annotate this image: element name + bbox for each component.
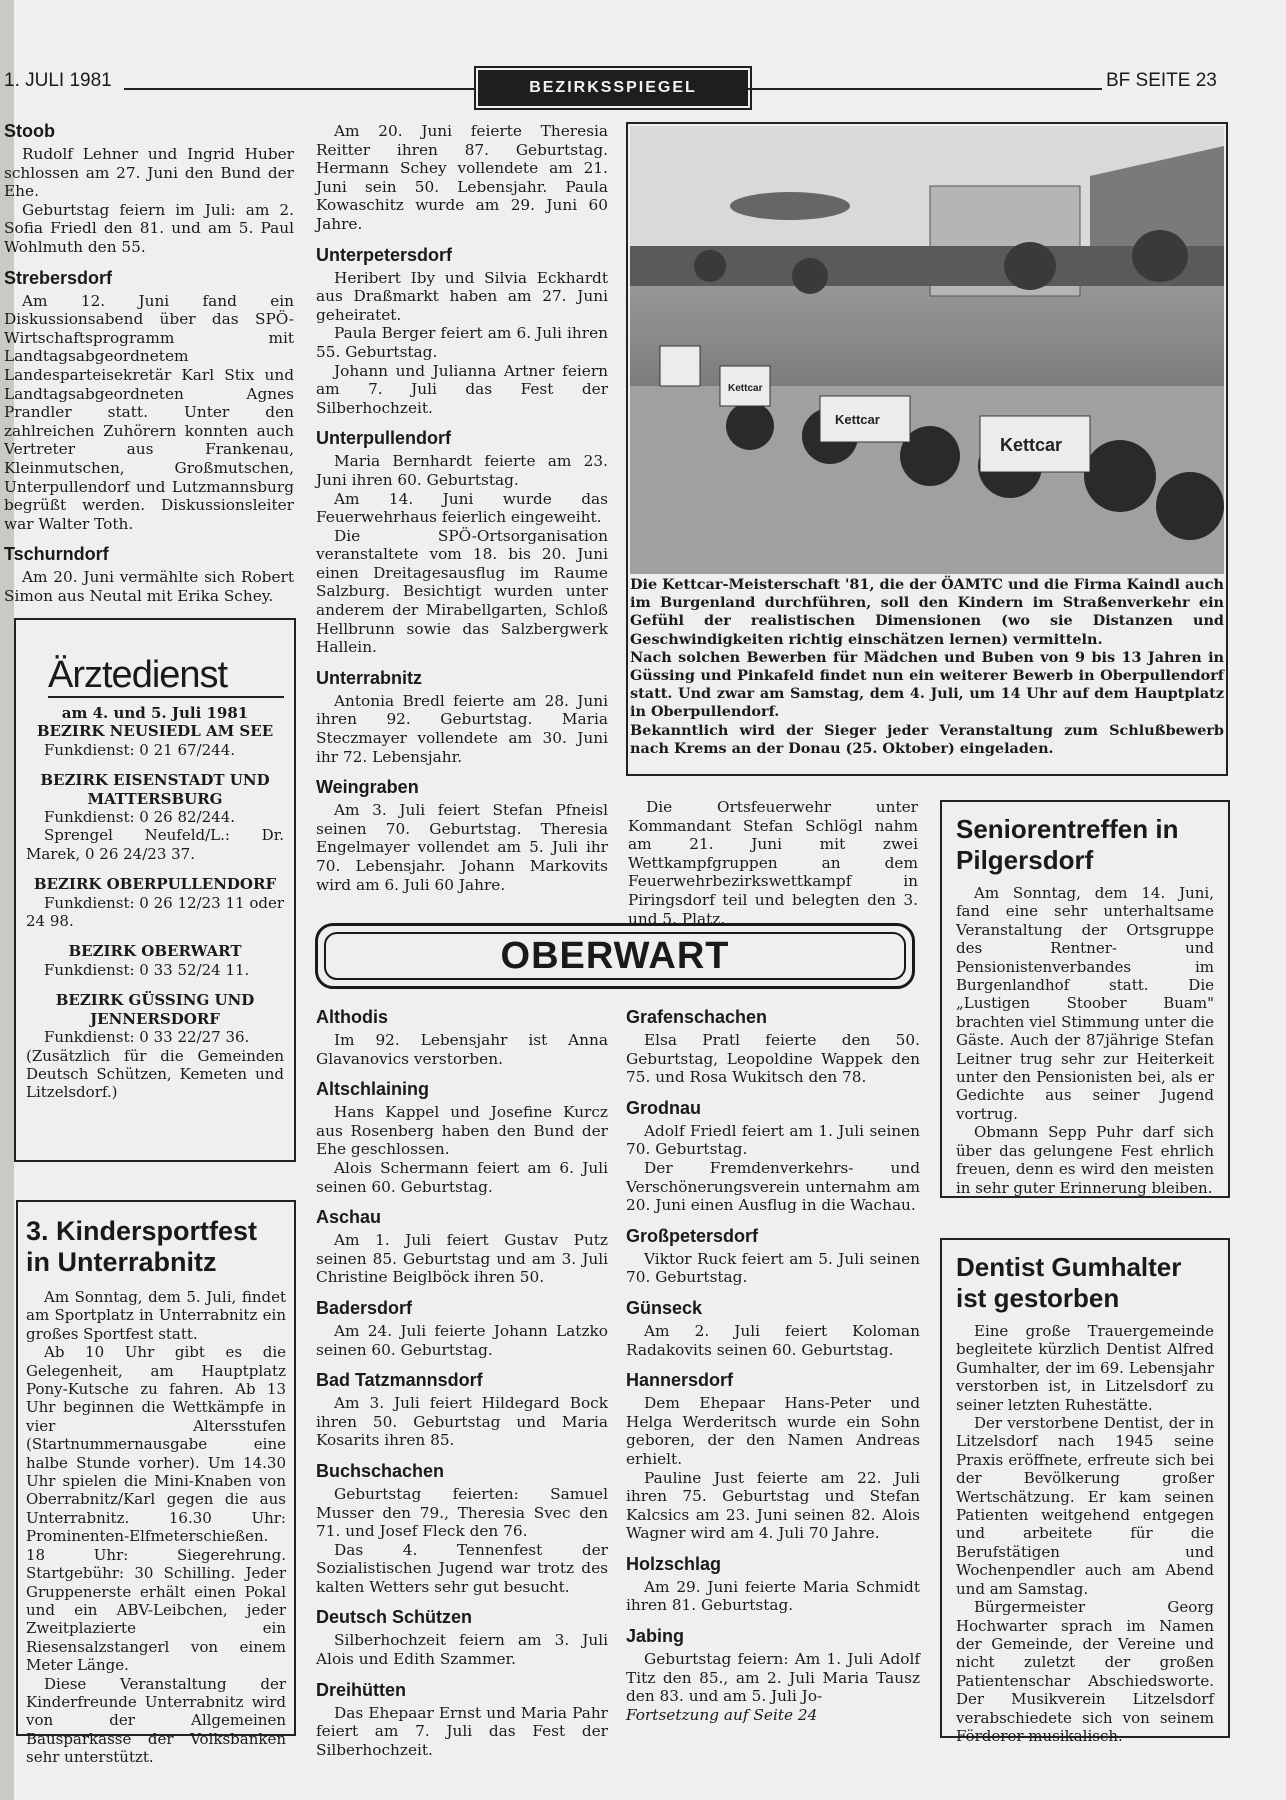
paragraph: Der verstorbene Dentist, der in Litzelsdorf nach 1945 seine Praxis eröffnete, erfreute sich bei der Bevölkerung großer Wertschätzung. Er kam seinen Patienten weitgehend entgegen und arbeitete für die Berufstätigen und Wochenpendler auch am Abend und am Samstag.: [956, 1414, 1214, 1598]
duty-phone: Funkdienst: 0 33 22/27 36.: [44, 1028, 250, 1047]
paragraph: Am 24. Juli feierte Johann Latzko seinen 60. Geburtstag.: [316, 1321, 608, 1359]
heading-buchschachen: Buchschachen: [316, 1460, 445, 1481]
paragraph: Pauline Just feierte am 22. Juli ihren 75. Geburtstag und Stefan Kalcsics am 23. Juni seinen 82. Alois Wagner wird am 4. Juli 70 Jahre.: [626, 1468, 920, 1543]
paragraph: Dem Ehepaar Hans-Peter und Helga Werderitsch wurde ein Sohn geboren, der den Namen Andreas erhielt.: [626, 1394, 920, 1468]
kindersportfest-box: [16, 1200, 296, 1767]
paragraph: Am 2. Juli feiert Koloman Radakovits seinen 60. Geburtstag.: [626, 1321, 920, 1359]
paragraph: Am 20. Juni feierte Theresia Reitter ihren 87. Geburtstag. Hermann Schey vollendete am 21. Juni sein 50. Lebensjahr. Paula Kowaschitz wurde am 29. Juni 60 Jahre.: [316, 122, 608, 233]
paragraph: Elsa Pratl feierte den 50. Geburtstag, Leopoldine Wappek den 75. und Rosa Wukitsch den 78.: [626, 1031, 920, 1087]
heading-dreihuetten: Dreihütten: [316, 1679, 406, 1700]
district-heading: BEZIRK GÜSSING UND JENNERSDORF: [55, 991, 255, 1028]
heading-grafenschachen: Grafenschachen: [626, 1007, 768, 1027]
header-rule-left: [124, 88, 476, 90]
aerztedienst-title: Ärztedienst: [48, 654, 284, 698]
paragraph: Heribert Iby und Silvia Eckhardt aus Draßmarkt haben am 27. Juni geheiratet.: [316, 268, 608, 324]
oberwart-banner-title: OBERWART: [324, 932, 906, 980]
continuation-note: Fortsetzung auf Seite 24: [626, 1705, 818, 1724]
paragraph: Paula Berger feiert am 6. Juli ihren 55. Geburtstag.: [316, 324, 608, 361]
paragraph: Geburtstag feiern: Am 1. Juli Adolf Titz den 85., am 2. Juli Maria Tausz den 83. und am 5. Juli Jo-: [626, 1650, 920, 1706]
duty-phone: Sprengel Neufeld/L.: Dr. Marek, 0 26 24/23 37.: [26, 826, 284, 863]
heading-unterpetersdorf: Unterpetersdorf: [316, 244, 453, 265]
heading-aschau: Aschau: [316, 1207, 382, 1228]
heading-holzschlag: Holzschlag: [626, 1553, 722, 1574]
umbrella: [730, 192, 850, 220]
kindersportfest-text: [26, 1288, 286, 1767]
aerztedienst-box: [14, 618, 296, 1162]
heading-unterpullendorf: Unterpullendorf: [316, 428, 451, 449]
paragraph: Das 4. Tennenfest der Sozialistischen Jugend war trotz des kalten Wetters sehr gut besucht.: [316, 1540, 608, 1596]
heading-grodnau: Grodnau: [626, 1097, 701, 1118]
heading-bad-tatzmannsdorf: Bad Tatzmannsdorf: [316, 1370, 483, 1391]
paragraph: Am 29. Juni feierte Maria Schmidt ihren 81. Geburtstag.: [626, 1577, 920, 1615]
paragraph: Am Sonntag, dem 14. Juni, fand eine sehr unterhaltsame Veranstaltung der Ortsgruppe des Rentner- und Pensionistenverbandes im Burgenlandhof statt. Die „Lustigen Stoober Buam" brachten viel Stimmung unter die Gäste. Auch der 87jährige Stefan Leitner trug sehr zur Heiterkeit unter den Pensionisten bei, als er Gedichte aus seiner Jugend vortrug.: [956, 884, 1214, 1123]
district-heading: BEZIRK OBERPULLENDORF: [33, 875, 277, 894]
paragraph: Die SPÖ-Ortsorganisation veranstaltete vom 18. bis 20. Juni einen Dreitagesausflug im Raume Salzburg. Besichtigt wurden unter anderem der Mirabellgarten, Schloß Hellbrunn sowie das Salzbergwerk Hallein.: [316, 526, 608, 657]
dentist-box: [940, 1238, 1230, 1745]
paragraph: Im 92. Lebensjahr ist Anna Glavanovics verstorben.: [316, 1031, 608, 1068]
duty-phone: Funkdienst: 0 33 52/24 11.: [44, 960, 250, 979]
kettcar-photo: [630, 126, 1224, 574]
paragraph: Diese Veranstaltung der Kinderfreunde Unterrabnitz wird von der Allgemeinen Bausparkasse der Volksbanken sehr unterstützt.: [26, 1674, 286, 1767]
issue-date: 1. JULI 1981: [4, 70, 112, 91]
paragraph: Eine große Trauergemeinde begleitete kürzlich Dentist Alfred Gumhalter, der im 69. Lebensjahr verstorben ist, in Litzelsdorf zu seiner letzten Ruhestätte.: [956, 1322, 1214, 1414]
heading-tschurndorf: Tschurndorf: [4, 544, 109, 565]
paragraph: Der Fremdenverkehrs- und Verschönerungsverein unternahm am 20. Juni einen Ausflug in die Wachau.: [626, 1158, 920, 1215]
heading-altschlaining: Altschlaining: [316, 1079, 430, 1100]
paragraph: Adolf Friedl feiert am 1. Juli seinen 70. Geburtstag.: [626, 1121, 920, 1159]
photo-caption: [630, 576, 1224, 758]
heading-strebersdorf: Strebersdorf: [4, 267, 113, 288]
oberwart-banner: [315, 923, 915, 989]
paragraph: Antonia Bredl feierte am 28. Juni ihren 92. Geburtstag. Maria Steczmayer vollendete am 30. Juni ihr 72. Lebensjahr.: [316, 691, 608, 766]
duty-date: am 4. und 5. Juli 1981: [61, 704, 249, 722]
kart-sign-1: Kettcar: [835, 412, 880, 427]
heading-grosspetersdorf: Großpetersdorf: [626, 1225, 759, 1246]
heading-althodis: Althodis: [316, 1007, 388, 1027]
heading-guenseck: Günseck: [626, 1297, 703, 1318]
duty-phone: Funkdienst: 0 26 82/244.: [44, 808, 236, 827]
duty-phone: Funkdienst: 0 21 67/244.: [44, 740, 236, 759]
kart-sign-2: Kettcar: [1000, 435, 1063, 455]
caption-text: Die Kettcar-Meisterschaft '81, die der ÖAMTC und die Firma Kaindl auch im Burgenland durchführen, soll den Kindern im Straßenverkehr ein Gefühl der realistischen Dimensionen (wo sie Distanzen und Geschwindigkeiten richtig einschätzen lernen) vermitteln.: [630, 576, 1224, 648]
paragraph: Am 1. Juli feiert Gustav Putz seinen 85. Geburtstag und am 3. Juli Christine Beiglböck ihren 50.: [316, 1231, 608, 1287]
district-heading: BEZIRK EISENSTADT UND MATTERSBURG: [40, 771, 270, 808]
heading-stoob: Stoob: [4, 121, 55, 141]
section-title: BEZIRKSSPIEGEL: [478, 70, 748, 106]
column-left-top: [4, 120, 294, 605]
column-oberwart-right: [626, 1006, 920, 1724]
paragraph: Maria Bernhardt feierte am 23. Juni ihren 60. Geburtstag.: [316, 452, 608, 489]
seniorentreffen-title: Seniorentreffen in Pilgersdorf: [956, 814, 1179, 875]
caption-text: Nach solchen Bewerben für Mädchen und Buben von 9 bis 13 Jahren in Güssing und Pinkafeld findet nun ein weiterer Bewerb in Oberpullendorf statt. Und zwar am Samstag, dem 4. Juli, um 14 Uhr auf dem Hauptplatz in Oberpullendorf.: [630, 648, 1224, 721]
heading-weingraben: Weingraben: [316, 777, 419, 798]
paragraph: Silberhochzeit feiern am 3. Juli Alois und Edith Szammer.: [316, 1631, 608, 1669]
paragraph: Am 14. Juni wurde das Feuerwehrhaus feierlich eingeweiht.: [316, 489, 608, 527]
district-heading: BEZIRK NEUSIEDL AM SEE: [36, 722, 274, 741]
district-heading: BEZIRK OBERWART: [68, 942, 242, 961]
paragraph: Die Ortsfeuerwehr unter Kommandant Stefan Schlögl nahm am 21. Juni mit zwei Wettkampfgruppen an dem Feuerwehrbezirkswettkampf in Piringsdorf teil und belegten den 3. und 5. Platz.: [628, 798, 918, 928]
heading-unterrabnitz: Unterrabnitz: [316, 667, 423, 688]
paragraph: Viktor Ruck feiert am 5. Juli seinen 70. Geburtstag.: [626, 1249, 920, 1287]
kart-sign-3: Kettcar: [728, 383, 763, 394]
kindersportfest-title: 3. Kindersportfest in Unterrabnitz: [26, 1216, 258, 1277]
caption-text: Bekanntlich wird der Sieger jeder Veranstaltung zum Schlußbewerb nach Krems an der Donau (25. Oktober) eingeladen.: [630, 721, 1224, 757]
paragraph: Ab 10 Uhr gibt es die Gelegenheit, am Hauptplatz Pony-Kutsche zu fahren. Ab 13 Uhr beginnen die Wettkämpfe in vier Altersstufen (Startnummernausgabe eine halbe Stunde vorher). Um 14.30 Uhr spielen die Mini-Knaben von Oberrabnitz/Karl gegen die aus Unterrabnitz. 16.30 Uhr: Prominenten-Elfmeterschießen. 18 Uhr: Siegerehrung. Startgebühr: 30 Schilling. Jeder Gruppenerste erhält einen Pokal und ein ABV-Leibchen, jeder Zweitplazierte ein Riesensalzstangerl von einem Meter Länge.: [26, 1343, 286, 1675]
paragraph: Hans Kappel und Josefine Kurcz aus Rosenberg haben den Bund der Ehe geschlossen.: [316, 1103, 608, 1159]
paragraph: Alois Schermann feiert am 6. Juli seinen 60. Geburtstag.: [316, 1158, 608, 1196]
paragraph: Am 20. Juni vermählte sich Robert Simon aus Neutal mit Erika Schey.: [4, 568, 294, 605]
paragraph: Bürgermeister Georg Hochwarter sprach im Namen der Gemeinde, der Vereine und nicht zuletzt der großen Patientenschar Abschiedsworte. Der Musikverein Litzelsdorf verabschiedete sich von seinem Förderer musikalisch.: [956, 1598, 1214, 1745]
paragraph: Obmann Sepp Puhr darf sich über das gelungene Fest ehrlich freuen, denn es wird den meisten in sehr guter Erinnerung bleiben.: [956, 1123, 1214, 1197]
kettcar-photo-illustration: [630, 126, 1224, 574]
paragraph: Geburtstag feiern im Juli: am 2. Sofia Friedl den 81. und am 5. Paul Wohlmuth den 55.: [4, 200, 294, 256]
heading-badersdorf: Badersdorf: [316, 1297, 413, 1318]
duty-note: (Zusätzlich für die Gemeinden Deutsch Schützen, Kemeten und Litzelsdorf.): [26, 1046, 284, 1102]
aerztedienst-content: [26, 704, 284, 1102]
heading-deutsch-schuetzen: Deutsch Schützen: [316, 1607, 473, 1628]
heading-hannersdorf: Hannersdorf: [626, 1370, 734, 1391]
duty-phone: Funkdienst: 0 26 12/23 11 oder 24 98.: [26, 893, 284, 931]
heading-jabing: Jabing: [626, 1626, 685, 1647]
paragraph: Geburtstag feierten: Samuel Musser den 79., Theresia Svec den 71. und Josef Fleck den 76.: [316, 1484, 608, 1541]
paragraph: Am Sonntag, dem 5. Juli, findet am Sportplatz in Unterrabnitz ein großes Sportfest statt.: [26, 1288, 286, 1343]
column-second: [316, 122, 608, 894]
paragraph: Das Ehepaar Ernst und Maria Pahr feiert am 7. Juli das Fest der Silberhochzeit.: [316, 1703, 608, 1759]
paragraph: Am 12. Juni fand ein Diskussionsabend über das SPÖ-Wirtschaftsprogramm mit Landtagsabgeordnetem Landesparteisekretär Karl Stix und Landtagsabgeordneten Agnes Prandler statt. Unter den zahlreichen Zuhörern konnten auch Vertreter aus Frankenau, Kleinmutschen, Großmutschen, Unterpullendorf und Lutzmannsburg begrüßt werden. Diskussionsleiter war Walter Toth.: [4, 291, 294, 533]
paragraph: Am 3. Juli feiert Stefan Pfneisl seinen 70. Geburtstag. Theresia Engelmayer vollendet am 5. Juli ihr 70. Lebensjahr. Johann Markovits wird am 6. Juli 60 Jahre.: [316, 801, 608, 894]
feuerwehr-text: [628, 798, 918, 928]
seniorentreffen-box: [940, 800, 1230, 1198]
paragraph: Johann und Julianna Artner feiern am 7. Juli das Fest der Silberhochzeit.: [316, 361, 608, 417]
header-rule-right: [748, 88, 1102, 90]
seniorentreffen-text: [956, 884, 1214, 1197]
column-oberwart-left: [316, 1006, 608, 1759]
page-number: BF SEITE 23: [1106, 70, 1217, 91]
paragraph: Rudolf Lehner und Ingrid Huber schlossen am 27. Juni den Bund der Ehe.: [4, 145, 294, 201]
dentist-title: Dentist Gumhalter ist gestorben: [956, 1252, 1182, 1313]
dentist-text: [956, 1322, 1214, 1745]
paragraph: Am 3. Juli feiert Hildegard Bock ihren 50. Geburtstag und Maria Kosarits ihren 85.: [316, 1394, 608, 1450]
